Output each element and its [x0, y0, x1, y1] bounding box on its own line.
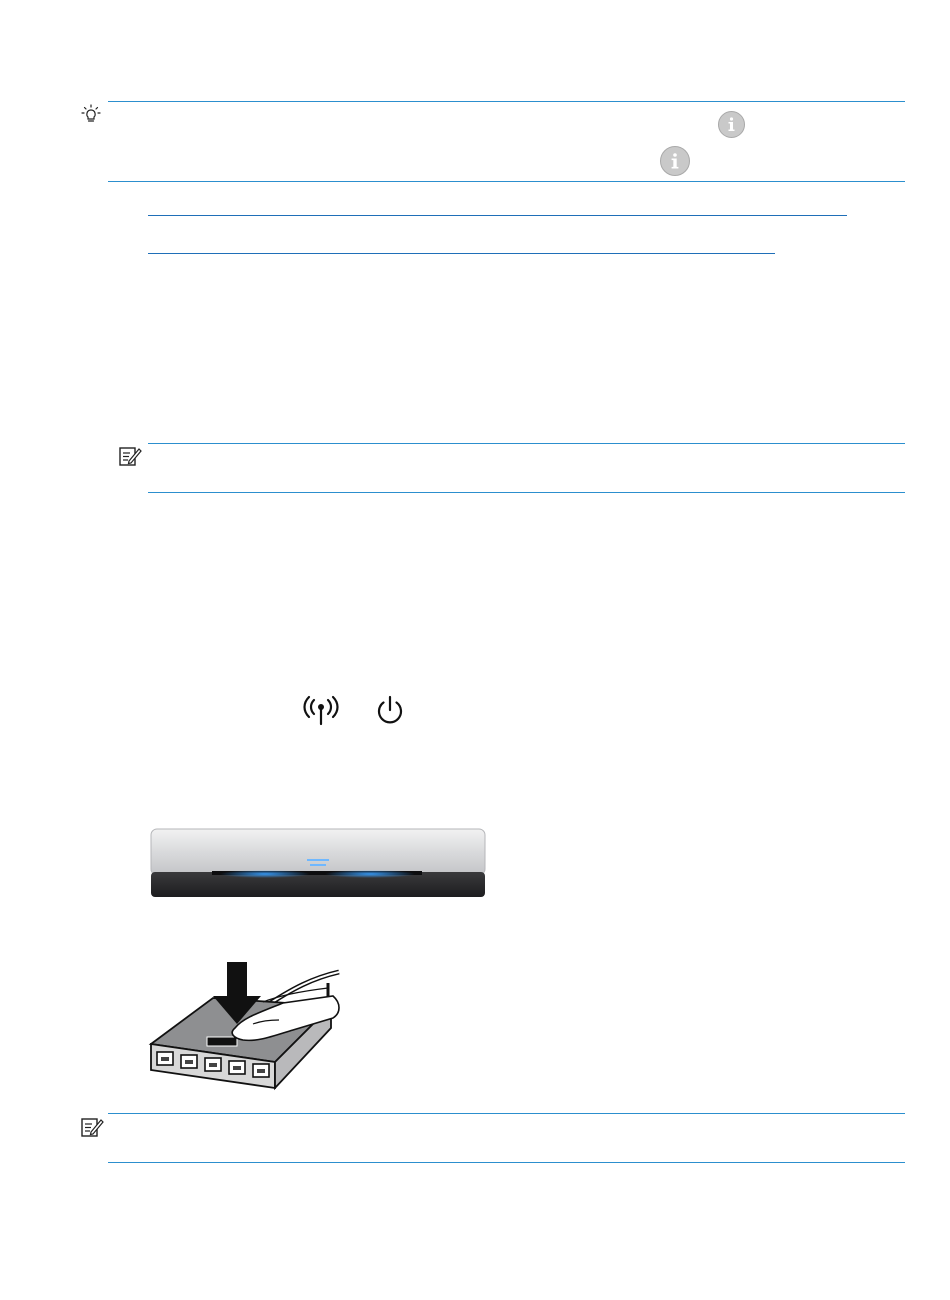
link-1[interactable]	[148, 215, 847, 216]
info-icon[interactable]	[718, 111, 745, 138]
tip-bottom-rule	[108, 181, 905, 182]
note-bottom-rule	[148, 492, 905, 493]
printer-front-illustration	[150, 828, 486, 898]
info-icon[interactable]	[660, 146, 690, 176]
note-top-rule	[108, 1113, 905, 1114]
note-bottom-rule	[108, 1162, 905, 1163]
note-icon	[118, 445, 142, 467]
tip-top-rule	[108, 101, 905, 102]
router-wps-button-illustration	[143, 958, 343, 1093]
note-top-rule	[148, 443, 905, 444]
lightbulb-icon	[81, 104, 101, 124]
link-2[interactable]	[148, 253, 775, 254]
note-box-2	[0, 1110, 950, 1170]
wireless-icon	[303, 695, 339, 727]
note-icon	[80, 1116, 104, 1138]
tip-box	[0, 0, 950, 190]
note-box-1	[0, 440, 950, 500]
power-icon	[374, 695, 406, 727]
